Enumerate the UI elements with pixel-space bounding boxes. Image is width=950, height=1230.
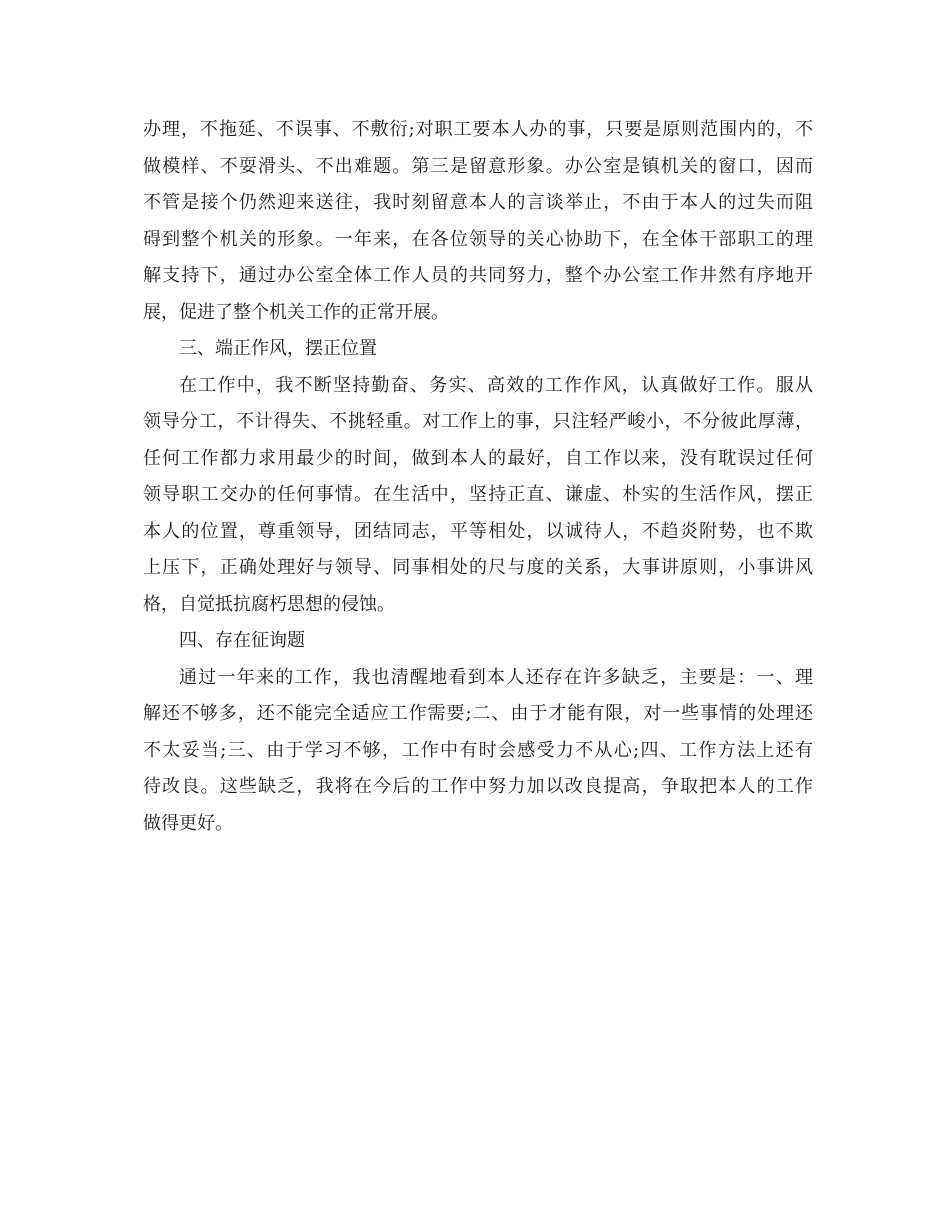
- text-line: 格，自觉抵抗腐朽思想的侵蚀。: [143, 593, 395, 615]
- text-line: 展，促进了整个机关工作的正常开展。: [143, 301, 449, 323]
- text-line: 待改良。这些缺乏，我将在今后的工作中努力加以改良提高，争取把本人的工作: [143, 776, 813, 797]
- text-line: 通过一年来的工作，我也清醒地看到本人还存在许多缺乏，主要是：一、理: [179, 666, 813, 688]
- paragraph-continued: [143, 112, 813, 331]
- paragraph-work-style: [143, 368, 813, 624]
- text-line: 做模样、不耍滑头、不出难题。第三是留意形象。办公室是镇机关的窗口，因而: [143, 155, 813, 177]
- text-line: 碍到整个机关的形象。一年来，在各位领导的关心协助下，在全体干部职工的理: [143, 228, 813, 250]
- document-body: [143, 112, 813, 842]
- text-line: 上压下，正确处理好与领导、同事相处的尺与度的关系，大事讲原则，小事讲风: [143, 557, 813, 578]
- text-line: 做得更好。: [143, 812, 233, 834]
- text-line: 不管是接个仍然迎来送往，我时刻留意本人的言谈举止，不由于本人的过失而阻: [143, 192, 813, 213]
- text-line: 本人的位置，尊重领导，团结同志，平等相处，以诚待人，不趋炎附势，也不欺: [143, 520, 813, 542]
- text-line: 解还不够多，还不能完全适应工作需要;二、由于才能有限，对一些事情的处理还: [143, 703, 813, 724]
- text-line: 领导职工交办的任何事情。在生活中，坚持正直、谦虚、朴实的生活作风，摆正: [143, 484, 813, 505]
- text-line: 解支持下，通过办公室全体工作人员的共同努力，整个办公室工作井然有序地开: [143, 265, 813, 286]
- text-line: 在工作中，我不断坚持勤奋、务实、高效的工作作风，认真做好工作。服从: [179, 374, 813, 396]
- text-line: 领导分工，不计得失、不挑轻重。对工作上的事，只注轻严峻小，不分彼此厚薄，: [143, 411, 813, 432]
- section-heading: 三、端正作风，摆正位置: [179, 338, 377, 359]
- section-heading: 四、存在征询题: [179, 630, 305, 651]
- text-line: 不太妥当;三、由于学习不够，工作中有时会感受力不从心;四、工作方法上还有: [143, 739, 813, 761]
- paragraph-problems: [143, 660, 813, 843]
- text-line: 办理，不拖延、不误事、不敷衍;对职工要本人办的事，只要是原则范围内的，不: [143, 119, 813, 140]
- text-line: 任何工作都力求用最少的时间，做到本人的最好，自工作以来，没有耽误过任何: [143, 447, 813, 469]
